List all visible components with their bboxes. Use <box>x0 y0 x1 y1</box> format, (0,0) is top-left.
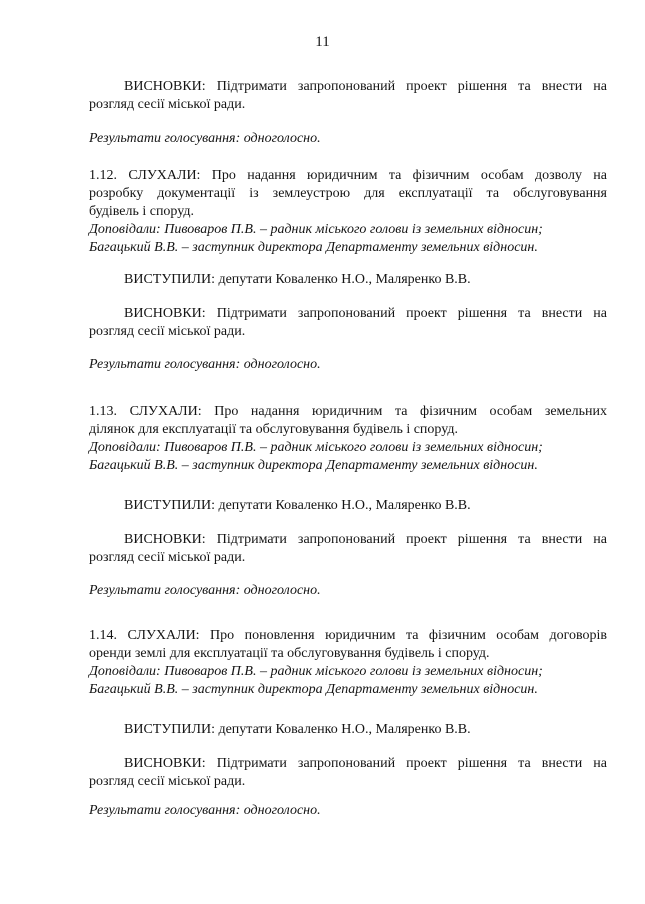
item-1-14-conclusions-cont: розгляд сесії міської ради. <box>89 774 246 789</box>
item-1-13-heard: 1.13. СЛУХАЛИ: Про надання юридичним та фізичним особам земельних <box>89 404 607 419</box>
item-1-14-spoke: ВИСТУПИЛИ: депутати Коваленко Н.О., Маляренко В.В. <box>124 722 471 737</box>
item-1-12-heard: 1.12. СЛУХАЛИ: Про надання юридичним та фізичним особам дозволу на <box>89 168 607 183</box>
item-1-13-conclusions-cont: розгляд сесії міської ради. <box>89 550 246 565</box>
item-1-12-heard-cont: розробку документації із землеустрою для експлуатації та обслуговування <box>89 186 607 201</box>
item-1-14-heard: 1.14. СЛУХАЛИ: Про поновлення юридичним та фізичним особам договорів <box>89 628 607 643</box>
item-1-12-speakers: Доповідали: Пивоваров П.В. – радник міського голови із земельних відносин; <box>89 222 543 237</box>
item-1-13-speakers: Доповідали: Пивоваров П.В. – радник міського голови із земельних відносин; <box>89 440 543 455</box>
item-1-12-heard-cont: будівель і споруд. <box>89 204 194 219</box>
conclusions-line: ВИСНОВКИ: Підтримати запропонований проект рішення та внести на <box>124 79 607 94</box>
item-1-13-conclusions: ВИСНОВКИ: Підтримати запропонований проект рішення та внести на <box>124 532 607 547</box>
item-1-12-conclusions-cont: розгляд сесії міської ради. <box>89 324 246 339</box>
conclusions-line-cont: розгляд сесії міської ради. <box>89 97 246 112</box>
item-1-14-speakers: Доповідали: Пивоваров П.В. – радник міського голови із земельних відносин; <box>89 664 543 679</box>
item-1-12-speakers-cont: Багацький В.В. – заступник директора Департаменту земельних відносин. <box>89 240 538 255</box>
voting-result: Результати голосування: одноголосно. <box>89 131 321 146</box>
item-1-13-voting: Результати голосування: одноголосно. <box>89 583 321 598</box>
item-1-12-voting: Результати голосування: одноголосно. <box>89 357 321 372</box>
item-1-12-spoke: ВИСТУПИЛИ: депутати Коваленко Н.О., Маляренко В.В. <box>124 272 471 287</box>
item-1-14-voting: Результати голосування: одноголосно. <box>89 803 321 818</box>
item-1-13-speakers-cont: Багацький В.В. – заступник директора Департаменту земельних відносин. <box>89 458 538 473</box>
item-1-14-heard-cont: оренди землі для експлуатації та обслуговування будівель і споруд. <box>89 646 490 661</box>
item-1-12-conclusions: ВИСНОВКИ: Підтримати запропонований проект рішення та внести на <box>124 306 607 321</box>
item-1-13-spoke: ВИСТУПИЛИ: депутати Коваленко Н.О., Маляренко В.В. <box>124 498 471 513</box>
page-number: 11 <box>315 34 330 50</box>
item-1-14-conclusions: ВИСНОВКИ: Підтримати запропонований проект рішення та внести на <box>124 756 607 771</box>
item-1-14-speakers-cont: Багацький В.В. – заступник директора Департаменту земельних відносин. <box>89 682 538 697</box>
item-1-13-heard-cont: ділянок для експлуатації та обслуговування будівель і споруд. <box>89 422 458 437</box>
